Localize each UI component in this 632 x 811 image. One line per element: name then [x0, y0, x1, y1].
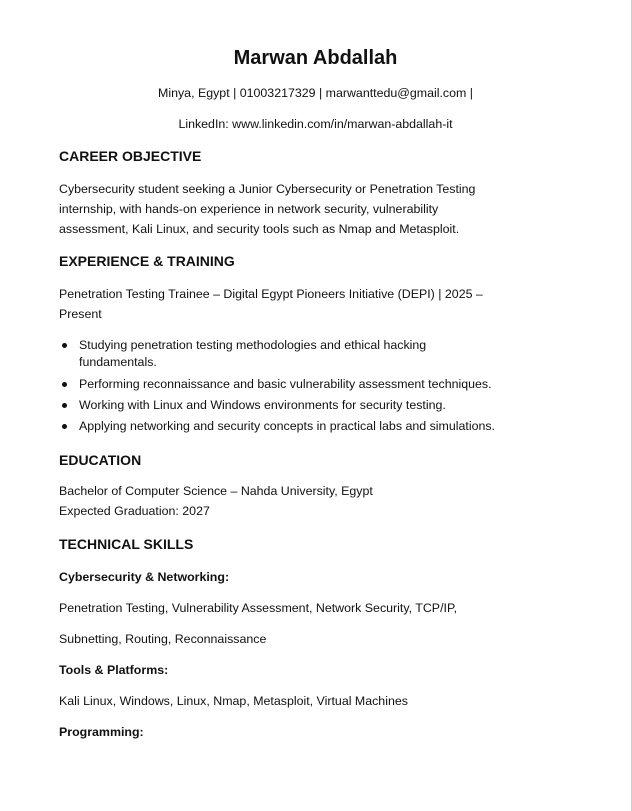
bullet-icon	[62, 403, 67, 408]
skills-tools-label-block	[59, 662, 529, 678]
skills-cyber-line1-block	[59, 598, 529, 618]
role-line: Present	[59, 307, 102, 321]
career-objective-section	[59, 147, 529, 165]
skills-cyber-line2-block	[59, 629, 529, 649]
bullet-text: Applying networking and security concepts in practical labs and simulations.	[79, 419, 495, 433]
bullet-icon	[62, 382, 67, 387]
list-item	[59, 335, 529, 370]
experience-role	[59, 284, 529, 324]
list-item	[59, 374, 529, 394]
role-line: Penetration Testing Trainee – Digital Egypt Pioneers Initiative (DEPI) | 2025 –	[59, 287, 483, 301]
experience-section	[59, 252, 529, 270]
skills-line: Penetration Testing, Vulnerability Assessment, Network Security, TCP/IP,	[59, 601, 458, 615]
skills-line: Kali Linux, Windows, Linux, Nmap, Metasploit, Virtual Machines	[59, 694, 408, 708]
section-heading-skills: TECHNICAL SKILLS	[59, 536, 194, 552]
list-item	[59, 395, 529, 415]
skills-cyber-label-block	[59, 569, 529, 585]
degree-line: Bachelor of Computer Science – Nahda University, Egypt	[59, 484, 373, 498]
skills-subheading-tools: Tools & Platforms:	[59, 663, 169, 677]
linkedin-info: LinkedIn: www.linkedin.com/in/marwan-abdallah-it	[178, 117, 453, 131]
career-objective-text	[59, 179, 529, 239]
skills-programming-label-block	[59, 724, 529, 740]
education-details	[59, 481, 529, 521]
bullet-text: Performing reconnaissance and basic vulnerability assessment techniques.	[79, 377, 492, 391]
section-heading-career-objective: CAREER OBJECTIVE	[59, 148, 202, 164]
bullet-list	[59, 335, 529, 436]
bullet-icon	[62, 343, 67, 348]
bullet-text: Studying penetration testing methodologies and ethical hacking	[79, 338, 427, 352]
bullet-text: Working with Linux and Windows environments for security testing.	[79, 398, 446, 412]
section-heading-experience: EXPERIENCE & TRAINING	[59, 253, 235, 269]
section-heading-education: EDUCATION	[59, 452, 142, 468]
objective-line: Cybersecurity student seeking a Junior Cybersecurity or Penetration Testing	[59, 182, 476, 196]
skills-tools-line-block	[59, 691, 529, 711]
skills-line: Subnetting, Routing, Reconnaissance	[59, 632, 267, 646]
list-item	[59, 416, 529, 436]
graduation-line: Expected Graduation: 2027	[59, 504, 210, 518]
education-section	[59, 451, 529, 469]
candidate-name: Marwan Abdallah	[233, 47, 398, 69]
experience-bullets	[59, 335, 529, 436]
skills-subheading-programming: Programming:	[59, 725, 144, 739]
skills-subheading-cyber: Cybersecurity & Networking:	[59, 570, 230, 584]
skills-section	[59, 535, 529, 553]
bullet-text: fundamentals.	[79, 355, 157, 369]
contact-info: Minya, Egypt | 01003217329 | marwanttedu@gmail.com |	[158, 86, 473, 100]
bullet-icon	[62, 424, 67, 429]
objective-line: assessment, Kali Linux, and security tools such as Nmap and Metasploit.	[59, 222, 460, 236]
objective-line: internship, with hands-on experience in network security, vulnerability	[59, 202, 439, 216]
